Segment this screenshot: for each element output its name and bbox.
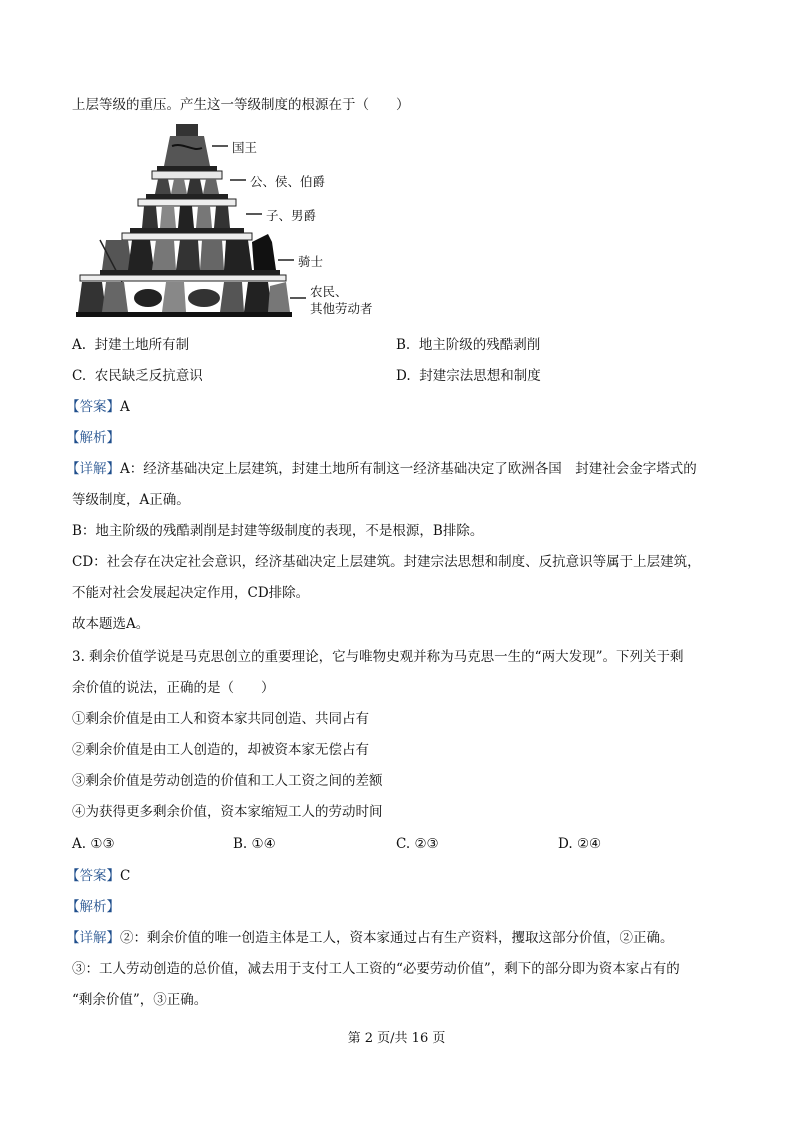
q3-detail-line-1: 【详解】②：剩余价值的唯一创造主体是工人，资本家通过占有生产资料，攫取这部分价值，②正确。	[66, 930, 674, 946]
option-c: C. 农民缺乏反抗意识	[72, 368, 203, 384]
q3-option-b: B. ①④	[233, 836, 276, 852]
peasants-tier	[76, 275, 292, 317]
detail-line-3: B：地主阶级的残酷剥削是封建等级制度的表现，不是根源，B排除。	[72, 523, 484, 539]
label-other-laborers: 其他劳动者	[310, 301, 373, 316]
q3-answer-line: 【答案】C	[66, 868, 131, 884]
q3-stem-line-1: 3. 剩余价值学说是马克思创立的重要理论，它与唯物史观并称为马克思一生的“两大发现”。下列关于剩	[72, 649, 684, 665]
label-barons: 子、男爵	[266, 208, 317, 223]
option-d: D. 封建宗法思想和制度	[396, 368, 541, 384]
q3-option-a: A. ①③	[72, 836, 115, 852]
king-figure	[157, 124, 217, 171]
q3-statement-2: ②剩余价值是由工人创造的，却被资本家无偿占有	[72, 742, 369, 758]
detail-line-6: 故本题选A。	[72, 616, 150, 632]
option-b: B. 地主阶级的残酷剥削	[396, 337, 541, 353]
q3-stem-line-2: 余价值的说法，正确的是（ ）	[72, 680, 275, 696]
option-a: A. 封建土地所有制	[72, 337, 190, 353]
answer-line: 【答案】A	[66, 399, 130, 415]
feudal-pyramid-figure	[72, 122, 402, 322]
q3-statement-1: ①剩余价值是由工人和资本家共同创造、共同占有	[72, 711, 369, 727]
q3-option-c: C. ②③	[396, 836, 439, 852]
q3-detail-line-2: ③：工人劳动创造的总价值，减去用于支付工人工资的“必要劳动价值”，剩下的部分即为资本家占有的	[72, 961, 680, 977]
q3-option-d: D. ②④	[558, 836, 602, 852]
q3-analysis-tag: 【解析】	[66, 899, 120, 915]
page-footer: 第 2 页/共 16 页	[347, 1031, 446, 1046]
detail-line-4: CD：社会存在决定社会意识，经济基础决定上层建筑。封建宗法思想和制度、反抗意识等属于上层建筑，	[72, 554, 701, 570]
label-nobles: 公、侯、伯爵	[250, 174, 326, 189]
q3-detail-line-3: “剩余价值”，③正确。	[72, 992, 208, 1008]
nobles-tier	[146, 171, 228, 199]
label-knights: 骑士	[298, 254, 324, 269]
question-stem: 上层等级的重压。产生这一等级制度的根源在于（ ）	[72, 97, 410, 113]
label-peasants: 农民、	[310, 284, 348, 299]
detail-line-2: 等级制度，A正确。	[72, 492, 190, 508]
detail-line-1: 【详解】A：经济基础决定上层建筑，封建土地所有制这一经济基础决定了欧洲各国 封建社会金字塔式的	[66, 461, 697, 477]
detail-line-5: 不能对社会发展起决定作用，CD排除。	[72, 585, 310, 601]
analysis-tag: 【解析】	[66, 430, 120, 446]
barons-tier	[130, 199, 244, 233]
q3-statement-3: ③剩余价值是劳动创造的价值和工人工资之间的差额	[72, 773, 383, 789]
q3-statement-4: ④为获得更多剩余价值，资本家缩短工人的劳动时间	[72, 804, 383, 820]
label-king: 国王	[232, 140, 258, 155]
